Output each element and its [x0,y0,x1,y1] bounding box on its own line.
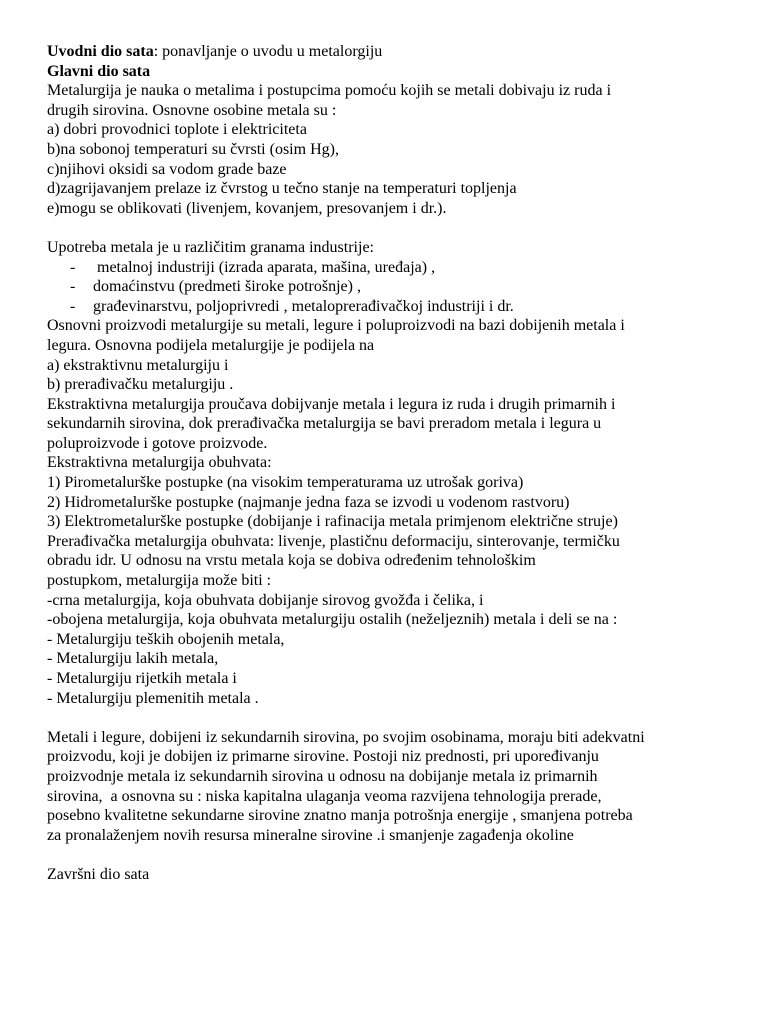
text-line: c)njihovi oksidi sa vodom grade baze [47,160,287,178]
text-line: obradu idr. U odnosu na vrstu metala koja se dobiva određenim tehnološkim [47,552,536,570]
text-line: proizvodu, koji je dobijen iz primarne sirovine. Postoji niz prednosti, pri upoređivanju [47,748,599,766]
text-line: - Metalurgiju lakih metala, [47,650,219,668]
text-line: Metalurgija je nauka o metalima i postupcima pomoću kojih se metali dobivaju iz ruda i [47,82,612,100]
closing-heading: Završni dio sata [47,865,150,883]
paragraph-secondary-raw [47,728,737,846]
text-line: postupkom, metalurgija može biti : [47,572,272,590]
text-line: a) dobri provodnici toplote i elektriciteta [47,121,307,139]
text-line: Ekstraktivna metalurgija obuhvata: [47,454,272,472]
bullet-dash: - [70,278,76,296]
paragraph-properties [47,81,737,218]
text-line: sirovina, a osnovna su : niska kapitalna ulaganja veoma razvijena tehnologija prerade, [47,787,602,805]
paragraph-types [47,316,737,708]
text-line: proizvodnje metala iz sekundarnih sirovina u odnosu na dobijanje metala iz primarnih [47,767,598,785]
text-line: sekundarnih sirovina, dok prerađivačka metalurgija se bavi preradom metala i legura u [47,415,602,433]
list-item-text: domaćinstvu (predmeti široke potrošnje) , [93,278,361,296]
list-item [47,258,737,278]
bullet-dash: - [70,258,76,276]
list-item [47,277,737,297]
text-line: - Metalurgiju plemenitih metala . [47,689,259,707]
document-page [47,42,737,885]
paragraph-gap [47,708,737,728]
text-line: 3) Elektrometalurške postupke (dobijanje i rafinacija metala primjenom električne struje) [47,513,618,531]
text-line: b) prerađivačku metalurgiju . [47,376,234,394]
usage-list [47,258,737,317]
text-line: d)zagrijavanjem prelaze iz čvrstog u tečno stanje na temperaturi topljenja [47,180,517,198]
text-line: 2) Hidrometalurške postupke (najmanje jedna faza se izvodi u vodenom rastvoru) [47,493,570,511]
text-line: - Metalurgiju teških obojenih metala, [47,630,285,648]
list-item-text: metalnoj industriji (izrada aparata, mašina, uređaja) , [93,258,436,276]
intro-text: : ponavljanje o uvodu u metalorgiju [153,43,383,60]
usage-intro: Upotreba metala je u različitim granama industrije: [47,238,374,256]
text-line: - Metalurgiju rijetkih metala i [47,670,237,687]
intro-line [47,42,737,62]
text-line: drugih sirovina. Osnovne osobine metala su : [47,101,337,119]
text-line: legura. Osnovna podijela metalurgije je podijela na [47,336,375,354]
text-line: a) ekstraktivnu metalurgiju i [47,356,229,374]
text-line: Osnovni proizvodi metalurgije su metali, legure i poluproizvodi na bazi dobijenih metala i [47,317,625,335]
list-item [47,297,737,317]
bullet-dash: - [70,297,76,315]
text-line: -obojena metalurgija, koja obuhvata metalurgiju ostalih (neželjeznih) metala i deli se na : [47,611,618,629]
text-line: posebno kvalitetne sekundarne sirovine znatno manja potrošnja energije , smanjena potreba [47,807,633,825]
text-line: -crna metalurgija, koja obuhvata dobijanje sirovog gvožđa i čelika, i [47,591,484,609]
paragraph-gap [47,218,737,238]
paragraph-gap [47,845,737,865]
main-heading: Glavni dio sata [47,62,151,80]
text-line: Metali i legure, dobijeni iz sekundarnih sirovina, po svojim osobinama, moraju biti adekvatni [47,728,645,746]
intro-heading: Uvodni dio sata [47,43,154,60]
text-line: poluproizvode i gotove proizvode. [47,434,268,452]
text-line: e)mogu se oblikovati (livenjem, kovanjem, presovanjem i dr.). [47,199,447,217]
text-line: Prerađivačka metalurgija obuhvata: livenje, plastičnu deformaciju, sinterovanje, termičku [47,532,620,550]
text-line: Ekstraktivna metalurgija proučava dobijvanje metala i legura iz ruda i drugih primarnih i [47,395,616,413]
text-line: za pronalaženjem novih resursa mineralne sirovine .i smanjenje zagađenja okoline [47,826,574,844]
text-line: 1) Pirometalurške postupke (na visokim temperaturama uz utrošak goriva) [47,474,524,492]
list-item-text: građevinarstvu, poljoprivredi , metaloprerađivačkoj industriji i dr. [93,297,514,315]
text-line: b)na sobonoj temperaturi su čvrsti (osim Hg), [47,140,339,158]
